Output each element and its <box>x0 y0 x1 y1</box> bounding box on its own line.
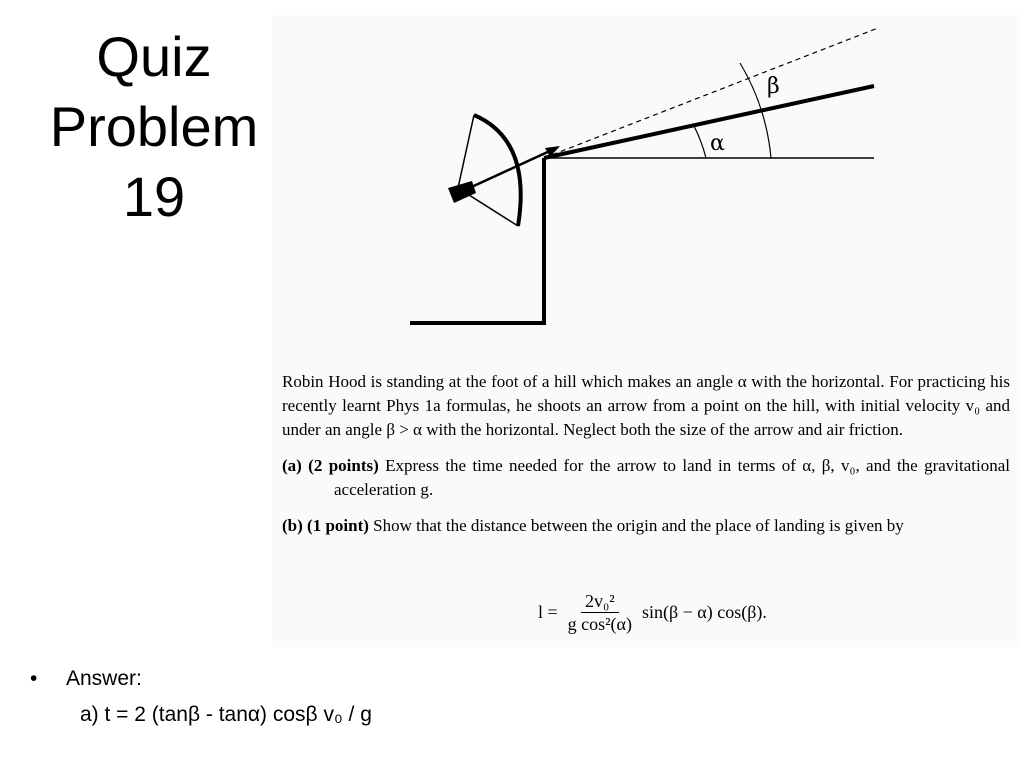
formula-fraction <box>564 590 636 635</box>
answer-label: Answer: <box>66 667 142 690</box>
hill-slope-line <box>544 86 874 158</box>
arrow-fletching <box>448 181 476 203</box>
bow-arc <box>474 115 521 226</box>
answer-line-a: a) t = 2 (tanβ - tanα) cosβ v₀ / g <box>80 703 372 726</box>
formula-numerator: 2v₀² <box>581 590 619 613</box>
problem-intro: Robin Hood is standing at the foot of a hill which makes an angle α with the horizontal. For practicing his recently learnt Phys 1a formulas, he shoots an arrow from a point on the hill, with initial velocity v₀ and under an angle β > α with the horizontal. Neglect both the size of the arrow and air friction. <box>282 372 1010 439</box>
problem-text <box>282 370 1010 538</box>
part-b-label: (b) (1 point) <box>282 516 369 535</box>
formula-rhs: sin(β − α) cos(β). <box>641 602 767 622</box>
formula-denominator: g cos²(α) <box>567 614 632 634</box>
title-line-2: Problem <box>49 95 259 158</box>
title-line-3: 19 <box>122 165 186 228</box>
beta-label: β <box>767 74 780 99</box>
alpha-label: α <box>710 131 725 156</box>
part-b <box>282 514 1010 538</box>
answer-section <box>30 664 372 730</box>
alpha-angle-arc <box>694 126 706 158</box>
part-a-label: (a) (2 points) <box>282 456 379 475</box>
part-b-text: Show that the distance between the origin and the place of landing is given by <box>373 516 904 535</box>
bullet-icon: • <box>30 667 38 690</box>
robin-hood-diagram <box>0 0 1024 370</box>
part-a <box>282 454 1010 502</box>
answer-heading <box>30 664 372 694</box>
distance-formula <box>538 590 767 635</box>
formula-lhs: l = <box>538 602 558 622</box>
ground-and-cliff <box>410 158 544 323</box>
part-a-text: Express the time needed for the arrow to land in terms of α, β, v₀, and the gravitational acceleration g. <box>334 456 1010 499</box>
title-line-1: Quiz <box>96 25 212 88</box>
